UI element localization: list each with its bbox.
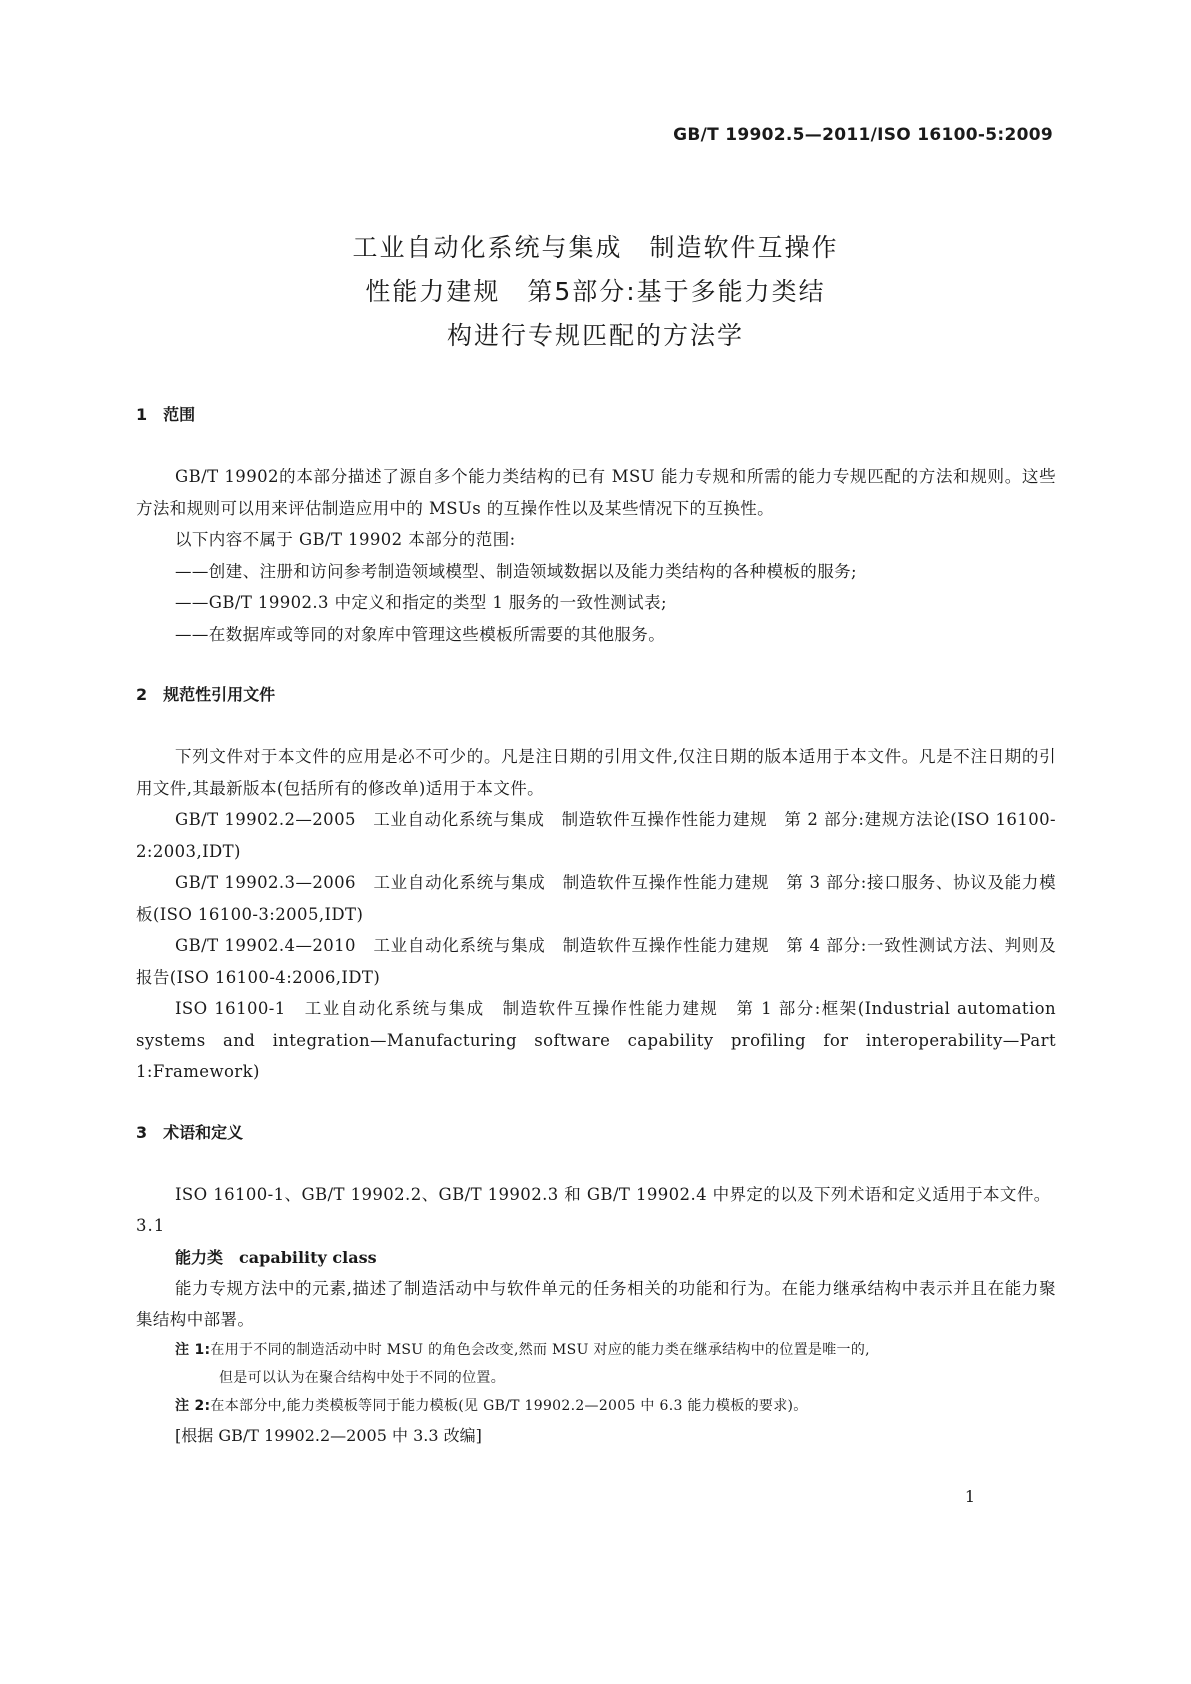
document-title (0, 226, 1191, 358)
note-1 (136, 1336, 1056, 1392)
standard-code: GB/T 19902.5—2011/ISO 16100-5:2009 (673, 125, 1053, 145)
clause-number: 3.1 (136, 1216, 166, 1235)
scope-exclusions-intro: 以下内容不属于 GB/T 19902 本部分的范围: (175, 530, 516, 549)
reference-entry: GB/T 19902.3—2006 工业自动化系统与集成 制造软件互操作性能力建规 第 3 部分:接口服务、协议及能力模板(ISO 16100-3:2005,IDT) (136, 873, 1056, 924)
list-item: ——创建、注册和访问参考制造领域模型、制造领域数据以及能力类结构的各种模板的服务; (175, 561, 857, 581)
note-2 (136, 1392, 1056, 1420)
page-number: 1 (964, 1487, 975, 1506)
note-text: 在本部分中,能力类模板等同于能力模板(见 GB/T 19902.2—2005 中 6.3 能力模板的要求)。 (210, 1397, 808, 1414)
reference-entry: GB/T 19902.2—2005 工业自动化系统与集成 制造软件互操作性能力建规 第 2 部分:建规方法论(ISO 16100-2:2003,IDT) (136, 810, 1056, 861)
note-label: 注 1: (175, 1341, 211, 1358)
term-entry (136, 1242, 1056, 1273)
note-label: 注 2: (175, 1397, 211, 1414)
title-line: 性能力建规 第5部分:基于多能力类结 (365, 277, 826, 306)
term-zh: 能力类 (175, 1247, 224, 1267)
source-note: [根据 GB/T 19902.2—2005 中 3.3 改编] (175, 1425, 482, 1445)
terms-intro: ISO 16100-1、GB/T 19902.2、GB/T 19902.3 和 GB/T 19902.4 中界定的以及下列术语和定义适用于本文件。 (175, 1184, 1051, 1204)
term-en: capability class (239, 1247, 377, 1267)
reference-entry: ISO 16100-1 工业自动化系统与集成 制造软件互操作性能力建规 第 1 部分:框架(Industrial automation systems and integration—Manufacturing software capability profiling for interoperability—Part 1:Framework) (136, 999, 1056, 1081)
list-item: ——GB/T 19902.3 中定义和指定的类型 1 服务的一致性测试表; (175, 593, 667, 612)
title-line: 工业自动化系统与集成 制造软件互操作 (352, 233, 839, 262)
note-text-continued: 但是可以认为在聚合结构中处于不同的位置。 (219, 1369, 505, 1386)
note-text: 在用于不同的制造活动中时 MSU 的角色会改变,然而 MSU 对应的能力类在继承结构中的位置是唯一的, (210, 1341, 870, 1358)
scope-paragraph: GB/T 19902的本部分描述了源自多个能力类结构的已有 MSU 能力专规和所需的能力专规匹配的方法和规则。这些方法和规则可以用来评估制造应用中的 MSUs 的互操作性以及某些情况下的互换性。 (136, 467, 1056, 518)
term-definition: 能力专规方法中的元素,描述了制造活动中与软件单元的任务相关的功能和行为。在能力继承结构中表示并且在能力聚集结构中部署。 (136, 1278, 1056, 1329)
section-2-heading: 2 规范性引用文件 (136, 685, 276, 704)
section-3-heading: 3 术语和定义 (136, 1122, 244, 1142)
reference-entry: GB/T 19902.4—2010 工业自动化系统与集成 制造软件互操作性能力建规 第 4 部分:一致性测试方法、判则及报告(ISO 16100-4:2006,IDT) (136, 936, 1056, 987)
references-intro: 下列文件对于本文件的应用是必不可少的。凡是注日期的引用文件,仅注日期的版本适用于本文件。凡是不注日期的引用文件,其最新版本(包括所有的修改单)适用于本文件。 (136, 747, 1056, 798)
list-item: ——在数据库或等同的对象库中管理这些模板所需要的其他服务。 (175, 624, 666, 644)
section-1-heading: 1 范围 (136, 405, 196, 424)
title-line: 构进行专规匹配的方法学 (446, 321, 744, 350)
document-body (136, 402, 1056, 1451)
